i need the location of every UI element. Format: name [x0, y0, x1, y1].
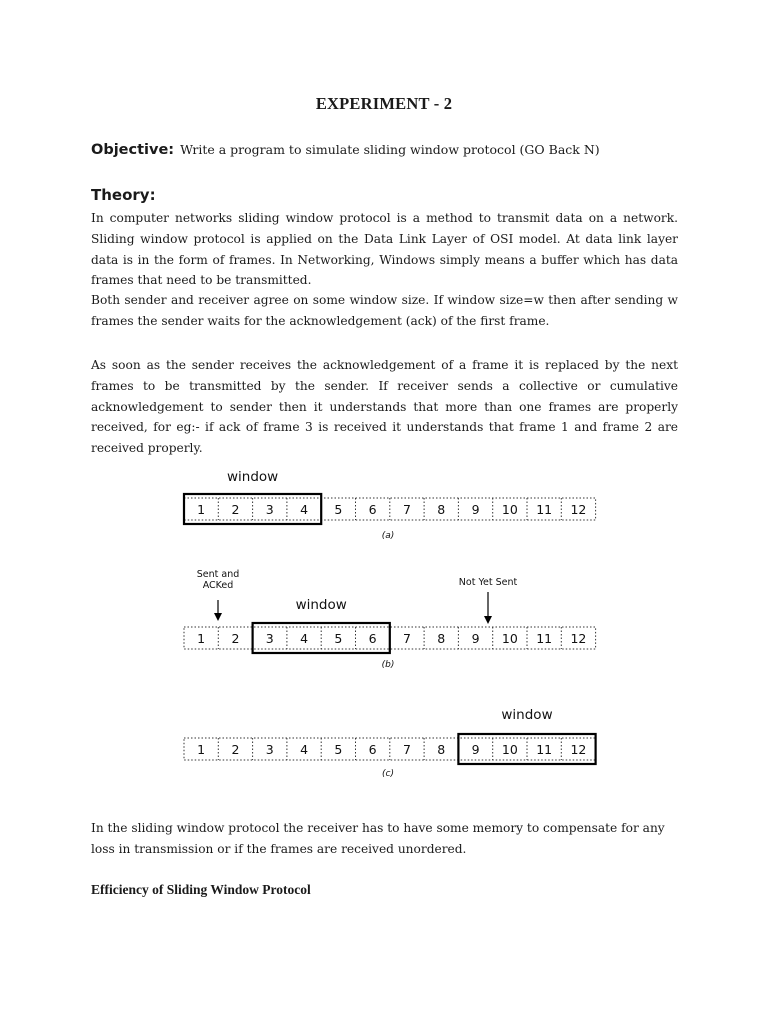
frame-number: 11 — [536, 502, 553, 517]
paragraph-intro: In computer networks sliding window protocol is a method to transmit data on a network. Sliding window protocol is applied on the Data Link Layer of OSI model. At data link layer data is in the form of frames. In Networking, Windows simply means a buffer which has data frames that need to be transmitted. — [91, 211, 678, 288]
paragraph-window-size: Both sender and receiver agree on some window size. If window size=w then after sending w frames the sender waits for the acknowledgement (ack) of the first frame. — [91, 293, 678, 328]
frame-number: 11 — [536, 742, 553, 757]
not-yet-sent-arrowhead — [484, 616, 492, 624]
window-label: window — [501, 707, 553, 723]
frame-number: 7 — [402, 742, 411, 757]
frame-number: 5 — [334, 742, 343, 757]
frame-number: 9 — [471, 742, 480, 757]
window-label: window — [295, 597, 347, 613]
frame-number: 10 — [501, 631, 518, 646]
frame-number: 4 — [300, 742, 309, 757]
sent-acked-label: Sent and — [196, 569, 240, 580]
objective-text: Write a program to simulate sliding window protocol (GO Back N) — [180, 142, 600, 157]
frame-number: 5 — [334, 502, 343, 517]
frame-number: 3 — [265, 631, 274, 646]
paragraph-receiver-memory: In the sliding window protocol the receiver has to have some memory to compensate for any loss in transmission or if the frames are received unordered. — [91, 821, 665, 856]
frame-number: 6 — [368, 502, 377, 517]
frame-number: 4 — [300, 502, 309, 517]
frame-number: 6 — [368, 742, 377, 757]
frame-number: 6 — [368, 631, 377, 646]
frame-number: 7 — [402, 631, 411, 646]
panel-caption: (b) — [381, 660, 395, 670]
frame-number: 1 — [197, 631, 206, 646]
efficiency-heading: Efficiency of Sliding Window Protocol — [91, 882, 311, 897]
panel-caption: (a) — [381, 531, 395, 541]
sent-acked-label: ACKed — [202, 580, 234, 591]
frame-number: 10 — [501, 502, 518, 517]
objective-label: Objective: — [91, 142, 175, 158]
window-panel-2 — [184, 569, 596, 670]
frame-number: 9 — [471, 502, 480, 517]
frame-number: 3 — [265, 742, 274, 757]
frame-number: 5 — [334, 631, 343, 646]
frame-number: 2 — [231, 631, 240, 646]
page-title: EXPERIMENT - 2 — [315, 94, 453, 113]
window-label: window — [226, 469, 279, 485]
window-panel-1 — [184, 469, 596, 541]
frame-number: 11 — [536, 631, 553, 646]
panel-caption: (c) — [382, 769, 394, 779]
sent-acked-arrowhead — [214, 613, 222, 621]
frame-number: 12 — [570, 631, 587, 646]
frame-number: 12 — [570, 742, 587, 757]
theory-heading: Theory: — [91, 186, 156, 204]
window-panel-3 — [184, 707, 596, 779]
frame-number: 8 — [437, 742, 446, 757]
frame-number: 10 — [501, 742, 518, 757]
frame-number: 12 — [570, 502, 587, 517]
frame-number: 8 — [437, 631, 446, 646]
frame-number: 2 — [231, 502, 240, 517]
frame-number: 8 — [437, 502, 446, 517]
frame-number: 9 — [471, 631, 480, 646]
frame-number: 7 — [402, 502, 411, 517]
not-yet-sent-label: Not Yet Sent — [458, 577, 518, 588]
frame-number: 1 — [197, 502, 206, 517]
frame-number: 4 — [300, 631, 309, 646]
paragraph-acknowledgement: As soon as the sender receives the acknowledgement of a frame it is replaced by the next frames to be transmitted by the sender. If receiver sends a collective or cumulative acknowledgement to sender then it understands that more than one frames are properly received, for eg:- if ack of frame 3 is received it understands that frame 1 and frame 2 are received properly. — [91, 358, 678, 456]
frame-number: 3 — [265, 502, 274, 517]
frame-number: 2 — [231, 742, 240, 757]
frame-number: 1 — [197, 742, 206, 757]
